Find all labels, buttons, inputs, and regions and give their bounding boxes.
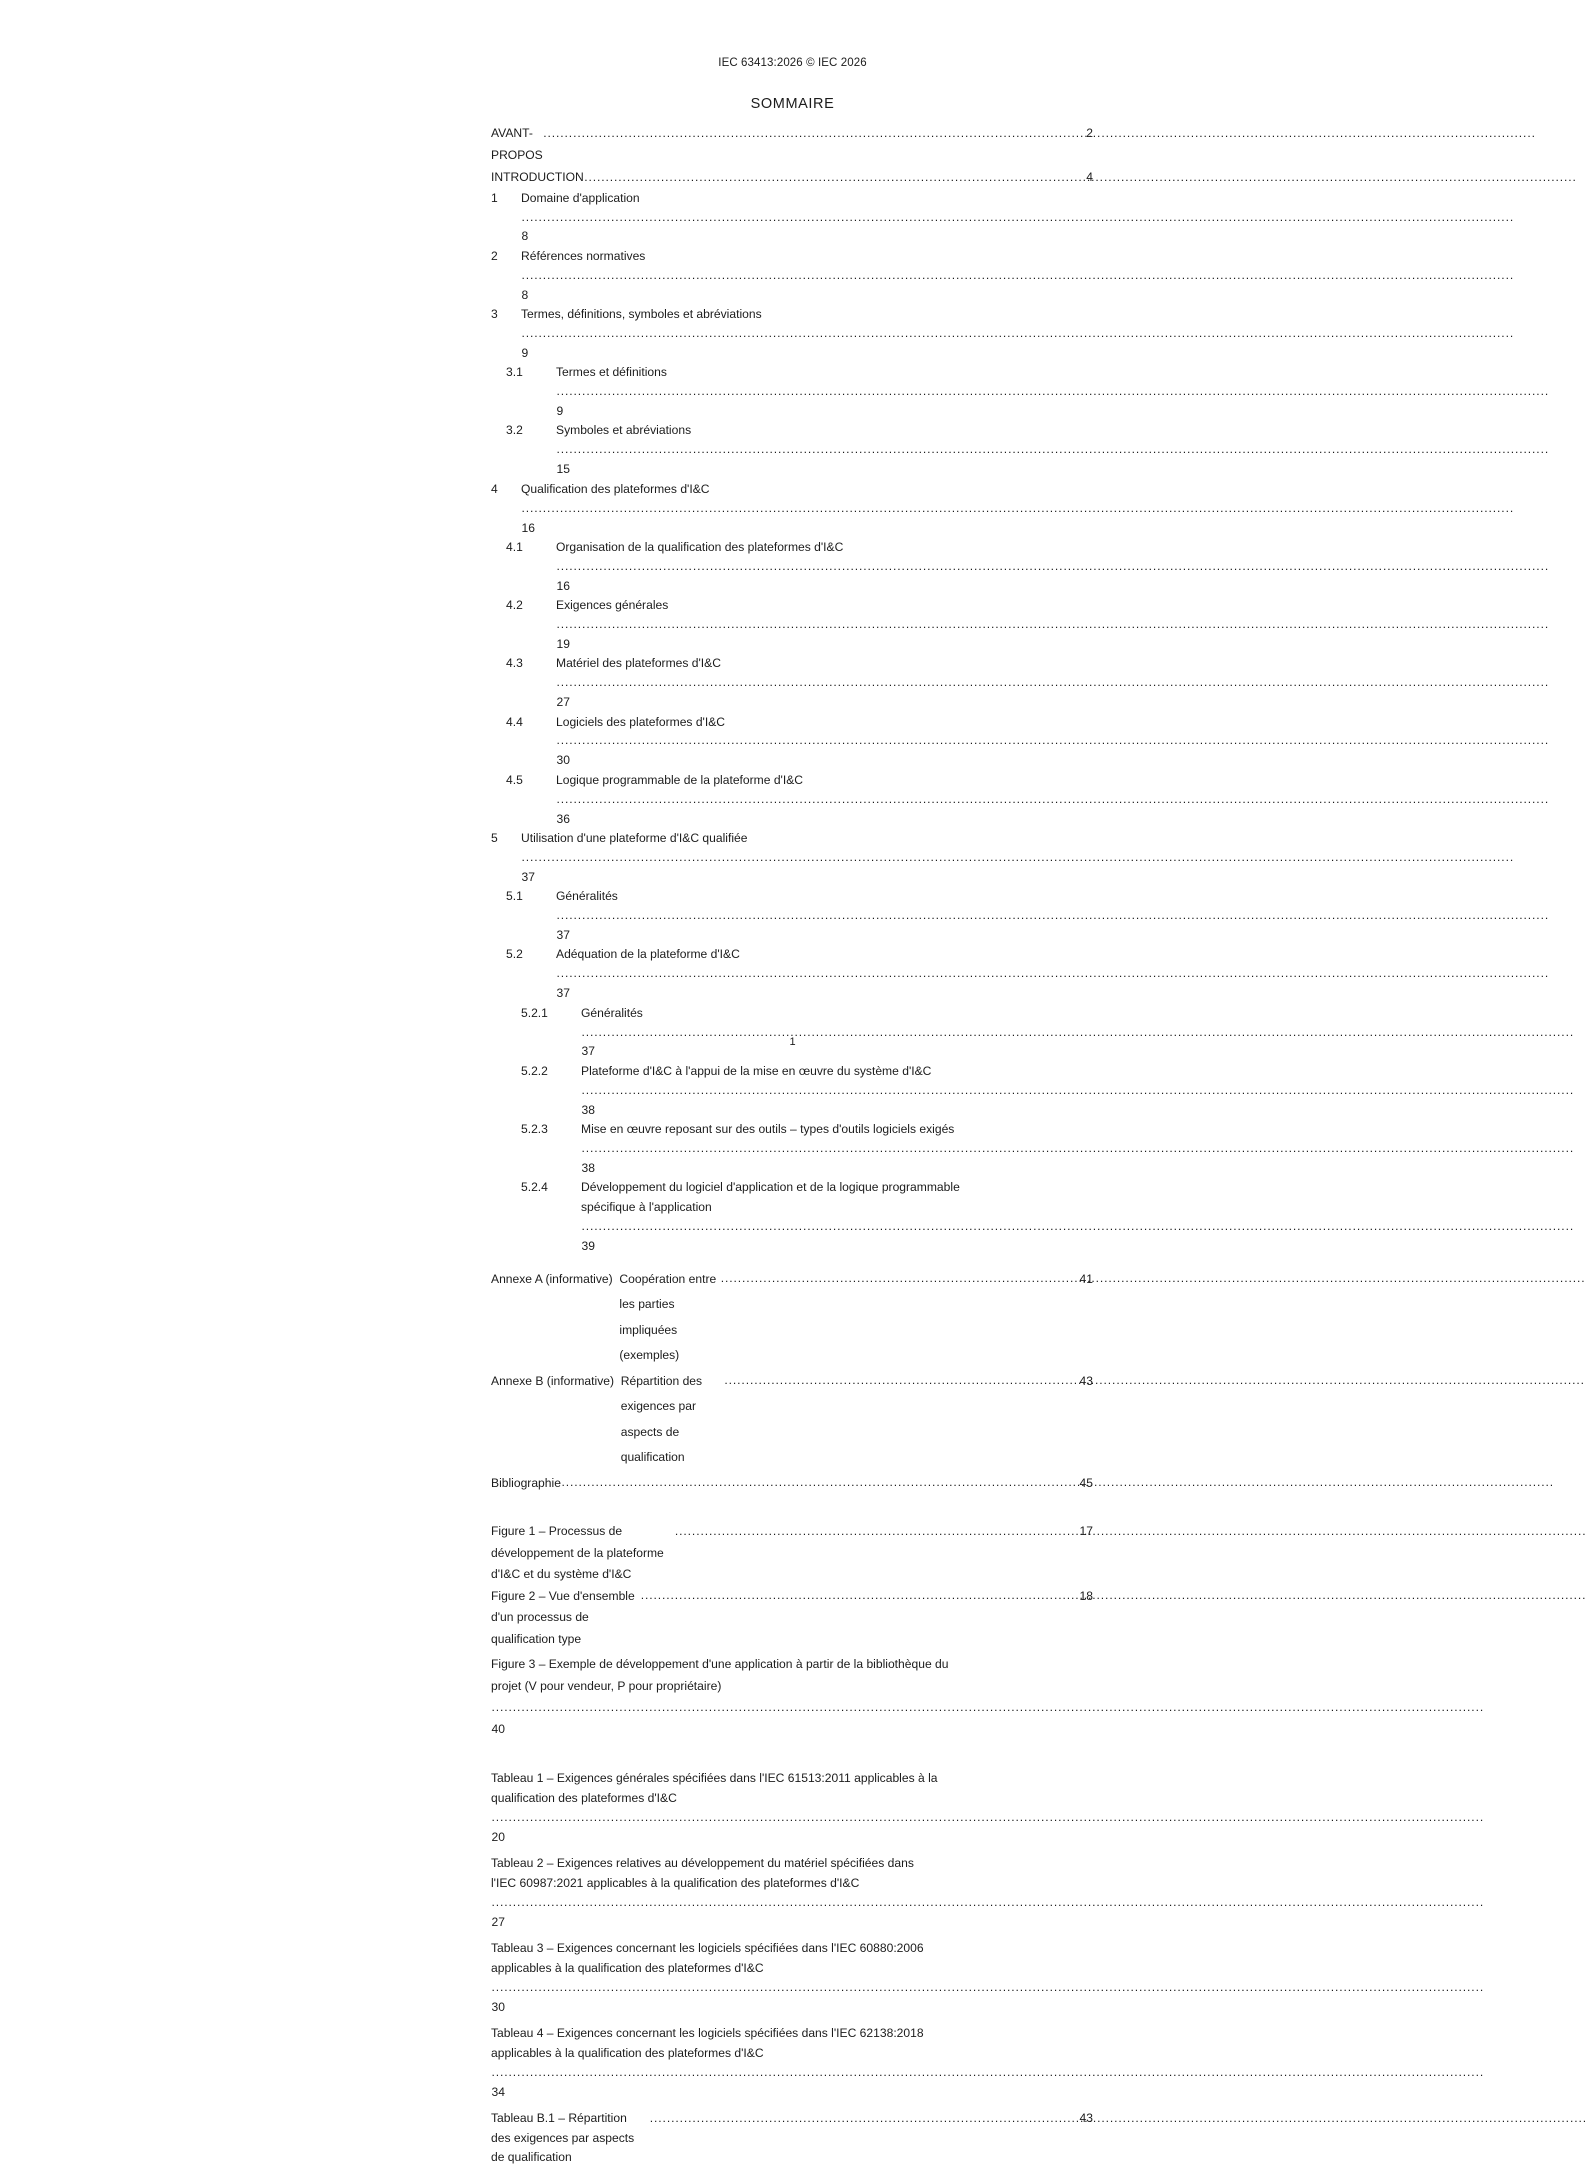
- dot-leader: [492, 1978, 1093, 1998]
- clause-number: 4: [491, 481, 498, 496]
- toc-entry-page: 15: [556, 462, 570, 477]
- toc-entry-label: Plateforme d'I&C à l'appui de la mise en œuvre du système d'I&C: [581, 1063, 932, 1078]
- toc-entry-label-line1: Développement du logiciel d'application et de la logique programmable: [581, 1180, 960, 1195]
- toc-entry-page: 38: [581, 1160, 595, 1175]
- list-of-figures: [491, 1521, 1093, 1740]
- toc-entry-label: Coopération entre les parties impliquées (exemples): [619, 1271, 720, 1363]
- toc-entry-bibliographie[interactable]: [491, 1471, 1093, 1497]
- toc-entry-page: 34: [491, 2084, 505, 2099]
- clause-number: 4.2: [506, 598, 523, 613]
- toc-entry-label: Logiciels des plateformes d'I&C: [556, 714, 726, 729]
- toc-entry-label-line2: applicables à la qualification des plateformes d'I&C: [491, 1960, 764, 1975]
- clause-number: 5: [491, 831, 498, 846]
- clause-number: 3.1: [506, 365, 523, 380]
- toc-entry-label: INTRODUCTION: [491, 170, 584, 185]
- toc-entry-label-line1: Tableau 2 – Exigences relatives au développement du matériel spécifiées dans: [491, 1856, 914, 1871]
- toc-entry-label: Mise en œuvre reposant sur des outils – types d'outils logiciels exigés: [581, 1122, 955, 1137]
- toc-entry-clause-4[interactable]: [491, 480, 1093, 538]
- toc-entry-page: 30: [491, 1999, 505, 2014]
- toc-entry-clause-4-3[interactable]: [491, 654, 1108, 712]
- toc-entry-label: Symboles et abréviations: [556, 423, 692, 438]
- dot-leader: [675, 1521, 1079, 1543]
- toc-entry-annexe-a[interactable]: [491, 1267, 1093, 1369]
- toc-entry-page: 4: [1086, 170, 1093, 185]
- dot-leader: [724, 1368, 1078, 1394]
- toc-entry-clause-5[interactable]: [491, 829, 1093, 887]
- toc-entry-label-line1: Tableau 4 – Exigences concernant les logiciels spécifiées dans l'IEC 62138:2018: [491, 2026, 924, 2041]
- toc-entry-label: Logique programmable de la plateforme d'I&C: [556, 772, 804, 787]
- toc-entry-figure-1[interactable]: [491, 1521, 1093, 1586]
- toc-entry-page: 9: [521, 345, 529, 360]
- toc-entry-page: 19: [556, 636, 570, 651]
- toc-entry-label: Utilisation d'une plateforme d'I&C qualifiée: [521, 831, 748, 846]
- toc-entry-clause-3[interactable]: [491, 305, 1093, 363]
- toc-entry-label-line1: Tableau 3 – Exigences concernant les logiciels spécifiées dans l'IEC 60880:2006: [491, 1941, 924, 1956]
- toc-entry-clause-5-2-1[interactable]: [491, 1004, 1123, 1062]
- toc-entry-clause-5-2-4[interactable]: [491, 1178, 1123, 1256]
- table-of-contents: [491, 122, 1093, 2168]
- toc-entry-page: 2: [1086, 126, 1093, 140]
- toc-entry-clause-5-2-3[interactable]: [491, 1120, 1123, 1178]
- toc-entry-page: 43: [1079, 1373, 1093, 1388]
- dot-leader: [543, 122, 1085, 144]
- toc-entry-page: 27: [556, 695, 570, 710]
- toc-entry-label-line2: qualification des plateformes d'I&C: [491, 1790, 677, 1805]
- toc-entry-introduction[interactable]: [491, 166, 1093, 188]
- dot-leader: [522, 266, 1093, 285]
- toc-entry-clause-5-2-2[interactable]: [491, 1062, 1123, 1120]
- toc-entry-label: Références normatives: [521, 248, 646, 263]
- toc-entry-avant-propos[interactable]: [491, 122, 1093, 166]
- toc-entry-label: Généralités: [556, 889, 618, 904]
- dot-leader: [557, 557, 1108, 576]
- dot-leader: [561, 1470, 1078, 1496]
- toc-entry-page: 41: [1079, 1271, 1093, 1286]
- toc-entry-page: 37: [556, 986, 570, 1001]
- clause-number: 3.2: [506, 423, 523, 438]
- clause-number: 5.2: [506, 947, 523, 962]
- toc-entry-label: Organisation de la qualification des plateformes d'I&C: [556, 539, 844, 554]
- toc-entry-label-line2: spécifique à l'application: [581, 1199, 712, 1214]
- dot-leader: [582, 1139, 1123, 1158]
- toc-entry-label-line2: projet (V pour vendeur, P pour propriétaire): [491, 1678, 722, 1693]
- dot-leader: [582, 1217, 1123, 1236]
- dot-leader: [522, 324, 1093, 343]
- toc-entry-label: Exigences générales: [556, 598, 669, 613]
- toc-entry-label-line1: Figure 3 – Exemple de développement d'une application à partir de la bibliothèque du: [491, 1657, 949, 1672]
- clause-number: 4.4: [506, 714, 523, 729]
- dot-leader: [522, 848, 1093, 867]
- toc-entry-clause-2[interactable]: [491, 247, 1093, 305]
- toc-entry-label: Figure 2 – Vue d'ensemble d'un processus de qualification type: [491, 1588, 639, 1646]
- list-of-tables: [491, 1769, 1093, 2168]
- toc-entry-page: 37: [521, 869, 535, 884]
- toc-entry-page: 16: [556, 578, 570, 593]
- toc-entry-label: Généralités: [581, 1005, 643, 1020]
- dot-leader: [584, 166, 1085, 188]
- dot-leader: [582, 1081, 1123, 1100]
- annex-list: [491, 1267, 1093, 1497]
- toc-entry-label: Bibliographie: [491, 1475, 561, 1490]
- toc-entry-page: 17: [1079, 1524, 1093, 1539]
- clause-number: 3: [491, 307, 498, 322]
- toc-entry-tableau-3[interactable]: [491, 1939, 1093, 2017]
- toc-entry-label-line2: applicables à la qualification des plateformes d'I&C: [491, 2045, 764, 2060]
- toc-entry-clause-4-1[interactable]: [491, 538, 1108, 596]
- toc-entry-page: 9: [556, 404, 564, 419]
- dot-leader: [492, 1893, 1093, 1913]
- dot-leader: [557, 615, 1108, 634]
- toc-entry-label: Domaine d'application: [521, 190, 640, 205]
- toc-entry-clause-3-1[interactable]: [491, 363, 1108, 421]
- toc-entry-page: 30: [556, 753, 570, 768]
- clause-number: 5.2.1: [521, 1005, 548, 1020]
- page-title: SOMMAIRE: [750, 96, 835, 112]
- clause-number: 5.2.3: [521, 1122, 548, 1137]
- toc-entry-label: AVANT-PROPOS: [491, 126, 543, 163]
- document-page: [396, 0, 1189, 2165]
- toc-entry-page: 18: [1079, 1588, 1093, 1603]
- clause-number: 4.3: [506, 656, 523, 671]
- toc-entry-page: 40: [491, 1721, 505, 1736]
- toc-entry-label: Matériel des plateformes d'I&C: [556, 656, 721, 671]
- toc-entry-label-line2: l'IEC 60987:2021 applicables à la qualification des plateformes d'I&C: [491, 1875, 860, 1890]
- toc-entry-page: 37: [581, 1044, 595, 1059]
- toc-entry-label: Termes, définitions, symboles et abréviations: [521, 307, 762, 322]
- dot-leader: [522, 499, 1093, 518]
- running-header: IEC 63413:2026 © IEC 2026: [718, 57, 867, 69]
- toc-entry-page: 39: [581, 1238, 595, 1253]
- dot-leader: [557, 673, 1108, 692]
- toc-entry-tableau-b1[interactable]: [491, 2109, 1093, 2168]
- dot-leader: [557, 964, 1108, 983]
- dot-leader: [721, 1266, 1079, 1292]
- toc-entry-clause-5-1[interactable]: [491, 887, 1108, 945]
- dot-leader: [641, 1585, 1079, 1607]
- clause-number: 2: [491, 248, 498, 263]
- dot-leader: [557, 790, 1108, 809]
- toc-entry-tableau-1[interactable]: [491, 1769, 1093, 1847]
- toc-entry-page: 16: [521, 520, 535, 535]
- annex-tag: Annexe A (informative): [491, 1271, 620, 1286]
- toc-entry-page: 43: [1079, 2111, 1093, 2126]
- dot-leader: [557, 382, 1108, 401]
- toc-entry-page: 36: [556, 811, 570, 826]
- dot-leader: [557, 906, 1108, 925]
- toc-entry-annexe-b[interactable]: [491, 1369, 1093, 1471]
- toc-entry-label: Termes et définitions: [556, 365, 667, 380]
- toc-entry-page: 8: [521, 229, 529, 244]
- toc-entry-clause-1[interactable]: [491, 189, 1093, 247]
- dot-leader: [492, 1697, 1093, 1719]
- toc-entry-clause-5-2[interactable]: [491, 945, 1108, 1003]
- dot-leader: [557, 731, 1108, 750]
- toc-entry-label-line1: Tableau 1 – Exigences générales spécifiées dans l'IEC 61513:2011 applicables à la: [491, 1771, 938, 1786]
- toc-entry-page: 20: [491, 1829, 505, 1844]
- toc-entry-tableau-2[interactable]: [491, 1854, 1093, 1932]
- toc-entry-label: Figure 1 – Processus de développement de la plateforme d'I&C et du système d'I&C: [491, 1524, 668, 1582]
- footer-page-number: 1: [789, 1036, 796, 1048]
- toc-entry-label: Répartition des exigences par aspects de qualification: [620, 1373, 706, 1465]
- toc-entry-label: Adéquation de la plateforme d'I&C: [556, 947, 740, 962]
- dot-leader: [522, 208, 1093, 227]
- clause-number: 1: [491, 190, 498, 205]
- toc-entry-label: Tableau B.1 – Répartition des exigences par aspects de qualification: [491, 2111, 638, 2165]
- toc-entry-page: 37: [556, 928, 570, 943]
- dot-leader: [557, 440, 1108, 459]
- toc-entry-figure-2[interactable]: [491, 1586, 1093, 1651]
- toc-entry-clause-4-4[interactable]: [491, 713, 1108, 771]
- clause-number: 5.2.2: [521, 1063, 548, 1078]
- toc-entry-page: 8: [521, 287, 529, 302]
- dot-leader: [492, 1808, 1093, 1828]
- clause-number: 5.2.4: [521, 1180, 548, 1195]
- toc-entry-clause-3-2[interactable]: [491, 421, 1108, 479]
- toc-entry-label: Qualification des plateformes d'I&C: [521, 481, 710, 496]
- clause-number: 4.1: [506, 539, 523, 554]
- clause-number: 4.5: [506, 772, 523, 787]
- dot-leader: [650, 2109, 1079, 2129]
- toc-entry-clause-4-5[interactable]: [491, 771, 1108, 829]
- toc-entry-tableau-4[interactable]: [491, 2024, 1093, 2102]
- toc-entry-page: 38: [581, 1102, 595, 1117]
- toc-entry-page: 27: [491, 1914, 505, 1929]
- toc-entry-clause-4-2[interactable]: [491, 596, 1108, 654]
- toc-entry-figure-3[interactable]: [491, 1654, 1093, 1740]
- annex-tag: Annexe B (informative): [491, 1373, 621, 1388]
- dot-leader: [492, 2063, 1093, 2083]
- toc-entry-page: 45: [1079, 1475, 1093, 1490]
- clause-number: 5.1: [506, 889, 523, 904]
